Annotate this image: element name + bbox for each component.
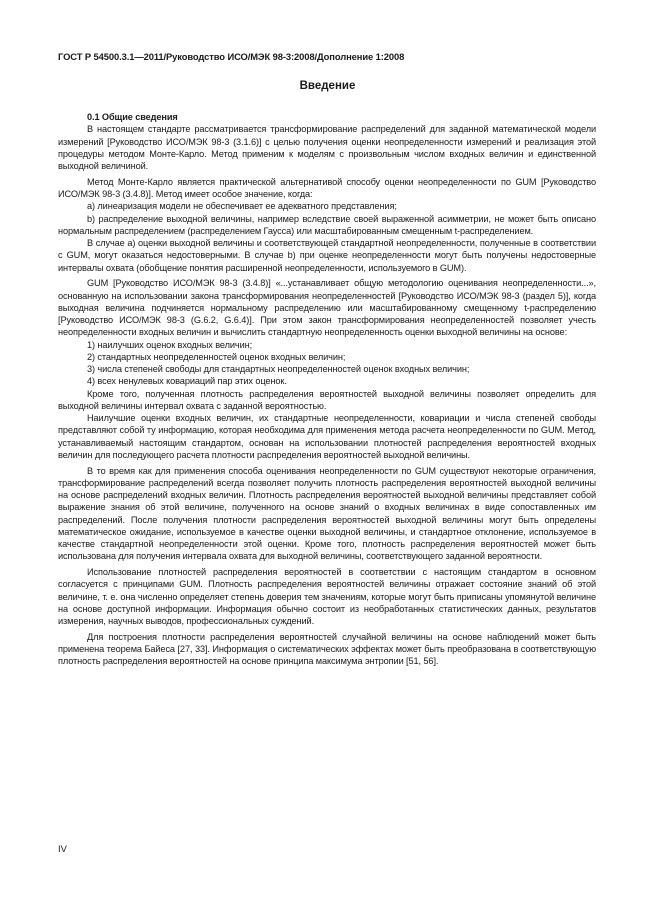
page-number: IV [58, 843, 67, 854]
list-item: 2) стандартных неопределенностей оценок входных величин; [87, 351, 346, 362]
paragraph: В настоящем стандарте рассматривается трансформирование распределений для заданной математической модели измерений [Руководство ИСО/МЭК 98-3 (3.1.6)] с целью получения оценки неопределенности измерений и реализация этой процедуры методом Монте-Карло. Метод применим к моделям с произвольным числом входных величин и единственной выходной величиной. [58, 124, 596, 171]
paragraph: В то время как для применения способа оценивания неопределенности по GUM существуют некоторые ограничения, трансформирование распределений всегда позволяет получить плотность распределения вероятностей выходной величины на основе распределений входных величин. Плотность распределения вероятностей выходной величины представляет собой выражение знания об этой величине, полученного на основе знаний о входных величинах в виде сопоставленных им распределений. После получения плотности распределения вероятностей выходной величины могут быть определены математическое ожидание, используемое в качестве оценки выходной величины, и стандартное отклонение, используемое в качестве стандартной неопределенности этой оценки. Кроме того, плотность распределения вероятностей может быть использована для получения интервала охвата для выходной величины, соответствующего заданной вероятности. [58, 465, 596, 562]
page-title: Введение [299, 80, 356, 92]
document-header: ГОСТ Р 54500.3.1—2011/Руководство ИСО/МЭК 98-3:2008/Дополнение 1:2008 [58, 51, 405, 62]
list-item: 3) числа степеней свободы для стандартных неопределенностей оценок входных величин; [87, 364, 470, 374]
paragraph: Наилучшие оценки входных величин, их стандартные неопределенности, ковариации и числа степеней свободы представляют собой ту информацию, которая необходима для применения метода расчета неопределенности по GUM. Метод, устанавливаемый настоящим стандартом, основан на использовании плотностей распределения вероятностей входных величин для последующего расчета плотности распределения вероятностей выходной величины. [58, 413, 596, 460]
paragraph: Метод Монте-Карло является практической альтернативой способу оценки неопределенности по GUM [Руководство ИСО/МЭК 98-3 (3.4.8)]. Метод имеет особое значение, когда: [58, 176, 596, 199]
paragraph: В случае a) оценки выходной величины и соответствующей стандартной неопределенности, полученные в соответствии с GUM, могут оказаться недостоверными. В случае b) при оценке неопределенности могут быть получены недостоверные интервалы охвата (обобщение понятия расширенной неопределенности, используемого в GUM). [58, 238, 596, 273]
list-item: b) распределение выходной величины, например вследствие своей выраженной асимметрии, не может быть описано нормальным распределением (распределением Гаусса) или масштабированным смещенным t-распределением. [58, 213, 596, 236]
paragraph: GUM [Руководство ИСО/МЭК 98-3 (3.4.8)] «...устанавливает общую методологию оценивания неопределенности...», основанную на использовании закона трансформирования неопределенностей [Руководство ИСО/МЭК 98-3 (раздел 5)], когда выходная величина подчиняется нормальному распределению или масштабированному смещенному t-распределению [Руководство ИСО/МЭК 98-3 (G.6.2, G.6.4)]. При этом закон трансформирования неопределенностей позволяет учесть неопределенности входных величин и вычислить стандартную неопределенность оценки выходной величины на основе: [58, 278, 596, 338]
list-item: 4) всех ненулевых ковариаций пар этих оценок. [87, 376, 287, 387]
paragraph: Использование плотностей распределения вероятностей в соответствии с настоящим стандартом в основном согласуется с принципами GUM. Плотность распределения вероятностей величины отражает состояние знаний об этой величине, т. е. она численно определяет степень доверия тем значениям, которые могут быть приписаны упомянутой величине на основе доступной информации. Информация обычно состоит из необработанных статистических данных, результатов измерения, научных выводов, профессиональных суждений. [58, 567, 596, 626]
paragraph: Для построения плотности распределения вероятностей случайной величины на основе наблюдений может быть применена теорема Байеса [27, 33]. Информация о систематических эффектах может быть преобразована в соответствующую плотность распределения вероятностей на основе принципа максимума энтропии [51, 56]. [58, 631, 596, 667]
list-item: a) линеаризация модели не обеспечивает ее адекватного представления; [87, 201, 397, 212]
document-body [58, 111, 596, 668]
section-heading: 0.1 Общие сведения [87, 112, 178, 122]
paragraph: Кроме того, полученная плотность распределения вероятностей выходной величины позволяет определить для выходной величины интервал охвата с заданной вероятностью. [58, 388, 596, 411]
list-item: 1) наилучших оценок входных величин; [87, 339, 253, 350]
